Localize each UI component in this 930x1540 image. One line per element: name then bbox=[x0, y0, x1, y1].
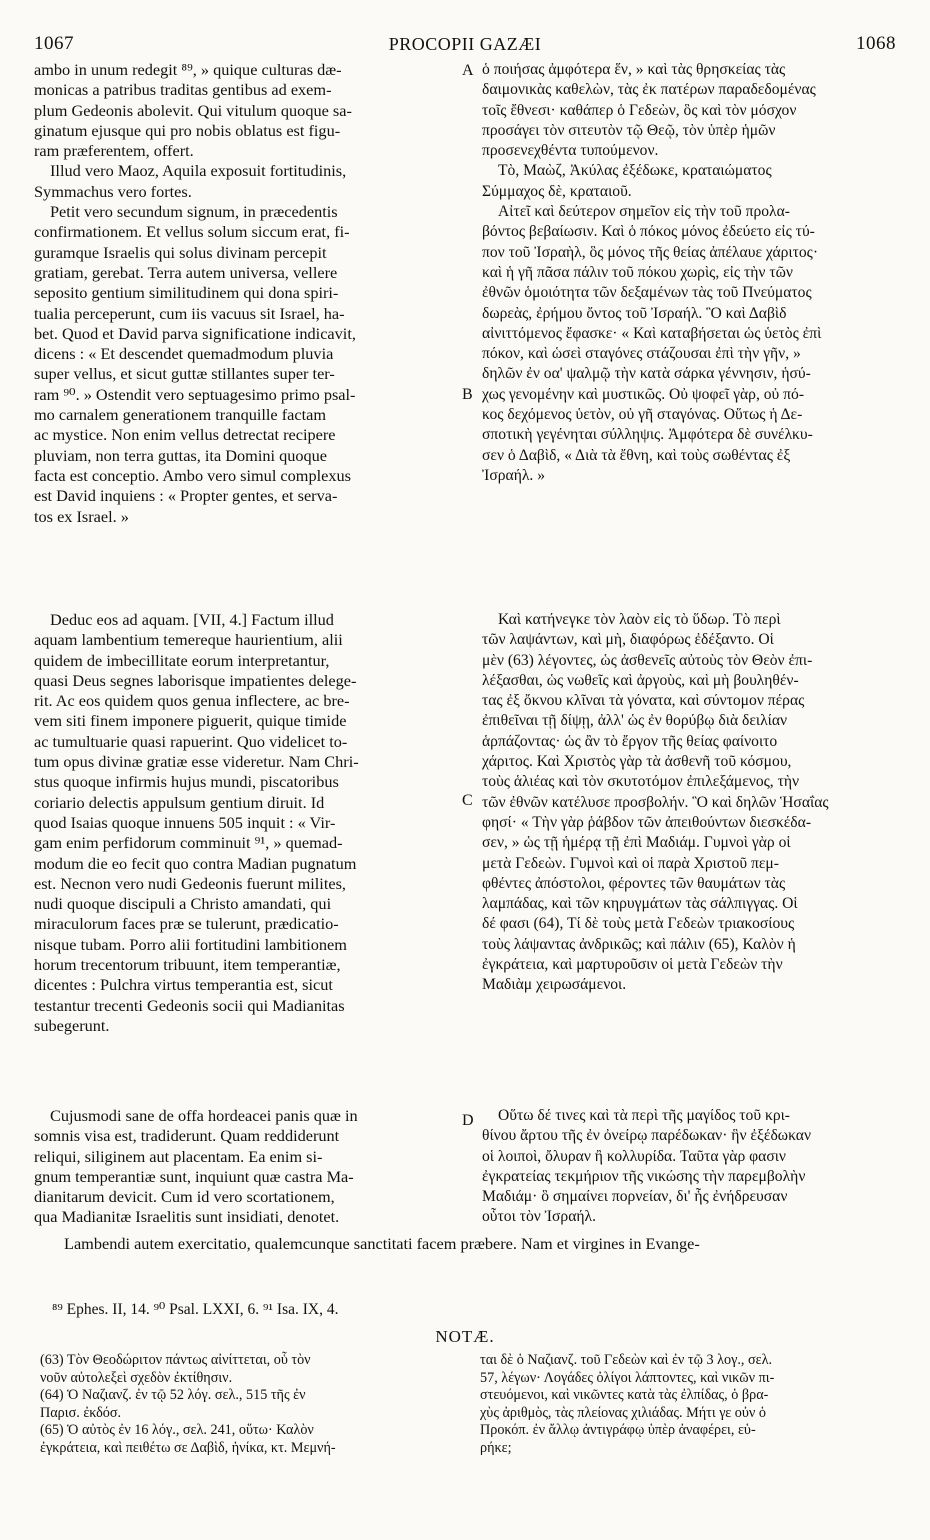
greek-line: ἐπιθεῖναι τῇ δίψῃ, ἀλλ' ὡς ἐν θορύβῳ διὰ δειλίαν bbox=[482, 712, 788, 730]
latin-line: ac mystice. Non enim vellus detrectat recipere bbox=[34, 425, 336, 445]
latin-line: bet. Quod et David parva significatione indicavit, bbox=[34, 323, 356, 343]
latin-line: nisque tubam. Porro alii fortitudini lambitionem bbox=[34, 934, 347, 954]
section-marker-a: A bbox=[462, 62, 474, 79]
latin-line: est David inquiens : « Propter gentes, et serva- bbox=[34, 486, 338, 506]
greek-line: τοὺς ἁλιέας καὶ τὸν σκυτοτόμον ἐπιλεξάμενος, τὴν bbox=[482, 773, 800, 791]
greek-line: σεν, » ὡς τῇ ἡμέρᾳ τῇ ἐπὶ Μαδιάμ. Γυμνοὶ γὰρ οἱ bbox=[482, 834, 791, 852]
greek-line: πον τοῦ Ἰσραὴλ, ὃς μόνος τῆς θείας ἀπέλαυε χάριτος· bbox=[482, 243, 819, 261]
latin-line: confirmationem. Et vellus solum siccum erat, fi- bbox=[34, 222, 350, 242]
greek-line: Καὶ κατήνεγκε τὸν λαὸν εἰς τὸ ὕδωρ. Τὸ περὶ bbox=[498, 611, 781, 628]
notes-left-column bbox=[40, 1352, 460, 1458]
greek-line: προσάγει τὸν σιτευτὸν τῷ Θεῷ, τὸν ὑπὲρ ἡμῶν bbox=[482, 121, 776, 139]
greek-line: δωρεὰς, ἐρήμου ὄντος τοῦ Ἰσραήλ. Ὃ καὶ Δαβὶδ bbox=[482, 304, 787, 322]
note-line: στευόμενοι, καὶ νικῶντες κατὰ τὰς ἐλπίδας, ὁ βρα- bbox=[480, 1387, 769, 1404]
latin-line: qua Madianitæ Israelitis sunt insidiati, denotet. bbox=[34, 1207, 340, 1227]
note-line: (65) Ὁ αὐτὸς ἐν 16 λόγ., σελ. 241, οὕτω· Καλὸν bbox=[40, 1422, 314, 1439]
note-line: ἐγκράτεια, καὶ πειθέτω σε Δαβὶδ, ἡνίκα, κτ. Μεμνή- bbox=[40, 1439, 336, 1456]
greek-line: τοὺς λάψαντας ἀνδρικῶς; καὶ πάλιν (65), Καλὸν ἡ bbox=[482, 935, 796, 953]
latin-line: quod Isaias quoque innuens 505 inquit : « Vir- bbox=[34, 812, 336, 832]
closing-line: Lambendi autem exercitatio, qualemcunque sanctitati facem præbere. Nam et virgines in Evange- bbox=[64, 1234, 700, 1253]
latin-line: gnum temperantiæ sunt, inquiunt quæ castra Ma- bbox=[34, 1166, 354, 1186]
latin-line: Symmachus vero fortes. bbox=[34, 181, 192, 201]
latin-line: reliqui, siliginem aut placentam. Ea enim si- bbox=[34, 1146, 323, 1166]
latin-line: Petit vero secundum signum, in præcedentis bbox=[50, 202, 338, 222]
latin-line: somnis visa est, tradiderunt. Quam reddiderunt bbox=[34, 1126, 340, 1146]
greek-line: Σύμμαχος δὲ, κραταιοῦ. bbox=[482, 182, 632, 200]
greek-line: οἱ λοιποὶ, ὄλυραν ἢ κολλυρίδα. Ταῦτα γὰρ φασιν bbox=[482, 1147, 786, 1165]
greek-column bbox=[482, 60, 898, 486]
latin-line: Deduc eos ad aquam. [VII, 4.] Factum illud bbox=[50, 610, 334, 629]
page-header bbox=[34, 32, 896, 56]
greek-line: λαμπάδας, καὶ τῶν κηρυγμάτων τὰς σάλπιγγας. Οἱ bbox=[482, 895, 798, 913]
greek-line: Οὕτω δέ τινες καὶ τὰ περὶ τῆς μαγίδος τοῦ κρι- bbox=[498, 1107, 790, 1124]
latin-line: aquam lambentium temereque haurientium, alii bbox=[34, 630, 343, 650]
latin-line: gam enim perfidorum comminuit ⁹¹, » quemad- bbox=[34, 833, 343, 853]
latin-line: modum die eo fecit quo contra Madian pugnatum bbox=[34, 853, 357, 873]
note-line: 57, λέγων· Λογάδες ὀλίγοι λάπτοντες, καὶ νικῶν πι- bbox=[480, 1369, 775, 1386]
latin-line: quasi Deus segnes laborisque impatientes delege- bbox=[34, 670, 357, 690]
left-page-number: 1067 bbox=[34, 33, 74, 54]
notes-right-column bbox=[480, 1352, 900, 1458]
greek-column-lower bbox=[482, 610, 898, 996]
latin-line: super vellus, et sicut guttæ stillantes super ter- bbox=[34, 364, 335, 384]
greek-line: σεν ὁ Δαβὶδ, « Διὰ τὰ ἔθνη, καὶ τοὺς σωθέντας ἐξ bbox=[482, 446, 791, 464]
latin-line: seposito gentium similitudinem qui dona spiri- bbox=[34, 283, 339, 303]
latin-line: ginatum ejusque qui pro nobis oblatus est figu- bbox=[34, 120, 341, 140]
running-title: PROCOPII GAZÆI bbox=[388, 33, 542, 54]
latin-line: testantur trecenti Gedeonis socii qui Madianitas bbox=[34, 995, 345, 1015]
greek-line: μὲν (63) λέγοντες, ὡς ἀσθενεῖς αὐτοὺς τὸν Θεὸν ἐπι- bbox=[482, 651, 813, 669]
section-marker-c: C bbox=[462, 792, 473, 809]
greek-line: σποτικὴ γεγένηται σύλληψις. Ἀμφότερα δὲ συνέλκυ- bbox=[482, 426, 813, 444]
scripture-footnotes: ⁸⁹ Ephes. II, 14. ⁹⁰ Psal. LXXI, 6. ⁹¹ Isa. IX, 4. bbox=[52, 1301, 339, 1318]
greek-line: δαιμονικὰς καθελὼν, τὰς ἐκ πατέρων παραδεδομένας bbox=[482, 81, 816, 99]
latin-line: tualia perceperunt, cum iis vacuus sit Israel, ha- bbox=[34, 303, 345, 323]
latin-line: ram ⁹⁰. » Ostendit vero septuagesimo primo psal- bbox=[34, 384, 356, 404]
latin-line: vem siti finem imponere piguerit, quique timide bbox=[34, 711, 347, 731]
note-line: Προκόπ. ἐν ἄλλῳ ἀντιγράφῳ ὑπὲρ ἀναφέρει, εὑ- bbox=[480, 1422, 756, 1439]
greek-line: ὁ ποιήσας ἀμφότερα ἕν, » καὶ τὰς θρησκείας τὰς bbox=[482, 61, 786, 78]
greek-line: κος δεχόμενος ὑετὸν, οὐ γῆ σταγόνας. Οὕτως ἡ Δε- bbox=[482, 406, 803, 424]
note-line: ται δὲ ὁ Ναζιανζ. τοῦ Γεδεὼν καὶ ἐν τῷ 3 λογ., σελ. bbox=[480, 1352, 773, 1368]
latin-line: gratiam, gerebat. Terra autem universa, vellere bbox=[34, 262, 338, 282]
latin-column-lower bbox=[34, 610, 458, 1036]
latin-line: subegerunt. bbox=[34, 1015, 110, 1035]
latin-line: horum trecentorum tribuunt, item temperantiæ, bbox=[34, 955, 341, 975]
greek-line: φησί· « Τὴν γὰρ ῥάβδον τῶν ἀπειθούντων διεσκέδα- bbox=[482, 813, 812, 831]
greek-line: ἐγκρατείας τεκμήριον τῆς νικώσης τὴν παρεμβολὴν bbox=[482, 1167, 806, 1185]
section-marker-d: D bbox=[462, 1112, 474, 1129]
greek-line: ἁρπάζοντας· ὡς ἂν τὸ ἔργον τῆς θείας φαίνοιτο bbox=[482, 732, 778, 750]
latin-line: dicens : « Et descendet quemadmodum pluvia bbox=[34, 344, 334, 364]
latin-line: mo carnalem generationem tranquille factam bbox=[34, 405, 327, 425]
latin-line: est. Necnon vero nudi Gedeonis fuerunt milites, bbox=[34, 873, 346, 893]
latin-line: miraculorum faces præ se tulerunt, prædicatio- bbox=[34, 914, 339, 934]
latin-line: dicentes : Pulchra virtus temperantia est, sicut bbox=[34, 975, 333, 995]
note-line: Παρισ. ἐκδόσ. bbox=[40, 1404, 122, 1421]
greek-column-final bbox=[482, 1106, 898, 1228]
note-line: ρήκε; bbox=[480, 1439, 512, 1456]
latin-line: guramque Israelis qui solus divinam percepit bbox=[34, 242, 327, 262]
latin-column bbox=[34, 60, 458, 527]
greek-line: Τὸ, Μαὼζ, Ἀκύλας ἐξέδωκε, κραταιώματος bbox=[498, 162, 772, 180]
note-line: χὺς ἀριθμὸς, τὰς πλείονας χιλιάδας. Μήτι γε οὐν ὁ bbox=[480, 1404, 766, 1421]
greek-line: Ἰσραήλ. » bbox=[482, 466, 545, 484]
latin-line: tos ex Israel. » bbox=[34, 506, 129, 526]
greek-line: Αἰτεῖ καὶ δεύτερον σημεῖον εἰς τὴν τοῦ προλα- bbox=[498, 203, 790, 221]
greek-line: χάριτος. Καὶ Χριστὸς γὰρ τὰ ἀσθενῆ τοῦ κόσμου, bbox=[482, 753, 792, 771]
greek-line: βόντος βεβαίωσιν. Καὶ ὁ πόκος μόνος ἐδεύετο εἰς τύ- bbox=[482, 223, 815, 241]
greek-line: χως γενομένην καὶ μυστικῶς. Οὐ ψοφεῖ γὰρ, οὐ πό- bbox=[482, 385, 805, 403]
note-line: (64) Ὁ Ναζιανζ. ἐν τῷ 52 λόγ. σελ., 515 τῆς ἐν bbox=[40, 1387, 306, 1404]
greek-line: τοῖς ἔθνεσι· καθάπερ ὁ Γεδεὼν, ὃς καὶ τὸν μόσχον bbox=[482, 101, 797, 119]
latin-line: monicas a patribus traditas gentibus ad exem- bbox=[34, 80, 332, 100]
greek-line: Μαδιὰμ χειρωσάμενοι. bbox=[482, 976, 627, 994]
notes-title: NOTÆ. bbox=[435, 1327, 495, 1346]
greek-line: οὗτοι τὸν Ἰσραήλ. bbox=[482, 1208, 596, 1226]
latin-line: pluviam, non terra guttas, ita Domini quoque bbox=[34, 445, 328, 465]
greek-line: τας ἐξ ὄκνου κλῖναι τὰ γόνατα, καὶ σύντομον πέρας bbox=[482, 692, 805, 710]
right-page-number: 1068 bbox=[855, 33, 896, 54]
latin-line: ram præferentem, offert. bbox=[34, 141, 194, 161]
greek-line: προσενεχθέντα τυπούμενον. bbox=[482, 142, 659, 160]
note-line: νοῦν αὐτολεξεὶ σχεδὸν ἐκτίθησιν. bbox=[40, 1369, 233, 1386]
section-marker-b: B bbox=[462, 386, 473, 403]
latin-line: stus quoque infirmis hujus mundi, piscatoribus bbox=[34, 772, 339, 792]
greek-line: μετὰ Γεδεὼν. Γυμνοὶ καὶ οἱ παρὰ Χριστοῦ πεμ- bbox=[482, 854, 779, 872]
latin-line: tum opus divinæ gratiæ esse videretur. Nam Chri- bbox=[34, 752, 359, 772]
latin-line: plum Gedeonis abolevit. Qui vitulum quoque sa- bbox=[34, 100, 352, 120]
note-line: (63) Τὸν Θεοδώριτον πάντως αἰνίττεται, οὗ τὸν bbox=[40, 1352, 311, 1368]
latin-line: ac tumultuarie quasi rapuerint. Quo videlicet to- bbox=[34, 731, 348, 751]
latin-column-final bbox=[34, 1106, 458, 1228]
latin-line: rit. Ac eos quidem quos genua inflectere, ac bre- bbox=[34, 691, 350, 711]
greek-line: δηλῶν ἐν οα' ψαλμῷ τὴν κατὰ σάρκα γέννησιν, ἡσύ- bbox=[482, 365, 811, 383]
greek-line: καὶ ἡ γῆ πᾶσα πάλιν τοῦ πόκου χωρὶς, εἰς τὴν τῶν bbox=[482, 263, 793, 281]
latin-line: quidem de imbecillitate eorum interpretantur, bbox=[34, 650, 330, 670]
greek-line: Μαδιάμ· ὃ σημαίνει πορνείαν, δι' ἧς ἐνήδρευσαν bbox=[482, 1188, 788, 1206]
greek-line: λέξασθαι, ὡς νωθεῖς καὶ ἀργοὺς, καὶ μὴ βουληθέν- bbox=[482, 671, 799, 689]
greek-line: πόκον, καὶ ὡσεὶ σταγόνες στάζουσαι ἐπὶ τὴν γῆν, » bbox=[482, 345, 801, 363]
greek-line: δέ φασι (64), Τί δὲ τοὺς μετὰ Γεδεὼν τριακοσίους bbox=[482, 915, 795, 933]
latin-line: nudi quoque discipuli a Christo amandati, qui bbox=[34, 894, 332, 914]
greek-line: αἰνιττόμενος ἔφασκε· « Καὶ καταβήσεται ὡς ὑετὸς ἐπὶ bbox=[482, 324, 822, 342]
latin-line: dianitarum devicit. Cum id vero scortationem, bbox=[34, 1187, 335, 1207]
latin-line: coriario delectis appulsum gentium diruit. Id bbox=[34, 792, 325, 812]
greek-line: φθέντες ἀπόστολοι, φέροντες τῶν θαυμάτων τὰς bbox=[482, 874, 786, 892]
latin-line: Illud vero Maoz, Aquila exposuit fortitudinis, bbox=[50, 161, 347, 181]
greek-line: θίνου ἄρτου τῆς ἐν ὀνείρῳ παρέδωκαν· ἣν ἐξέδωκαν bbox=[482, 1127, 812, 1145]
latin-line: ambo in unum redegit ⁸⁹, » quique culturas dæ- bbox=[34, 60, 342, 79]
latin-line: facta est conceptio. Ambo vero simul complexus bbox=[34, 465, 351, 485]
latin-line: Cujusmodi sane de offa hordeacei panis quæ in bbox=[50, 1106, 358, 1125]
greek-line: τῶν λαψάντων, καὶ μὴ, διαφόρως ἐδέξαντο. Οἱ bbox=[482, 631, 774, 649]
greek-line: τῶν ἐθνῶν κατέλυσε προσβολήν. Ὃ καὶ δηλῶν Ἡσαΐας bbox=[482, 793, 829, 811]
greek-line: ἐγκράτεια, καὶ μαρτυροῦσιν οἱ μετὰ Γεδεὼν τὴν bbox=[482, 956, 783, 974]
greek-line: ἐθνῶν ὁμοιότητα τῶν δεξαμένων τὰς τοῦ Πνεύματος bbox=[482, 284, 812, 302]
